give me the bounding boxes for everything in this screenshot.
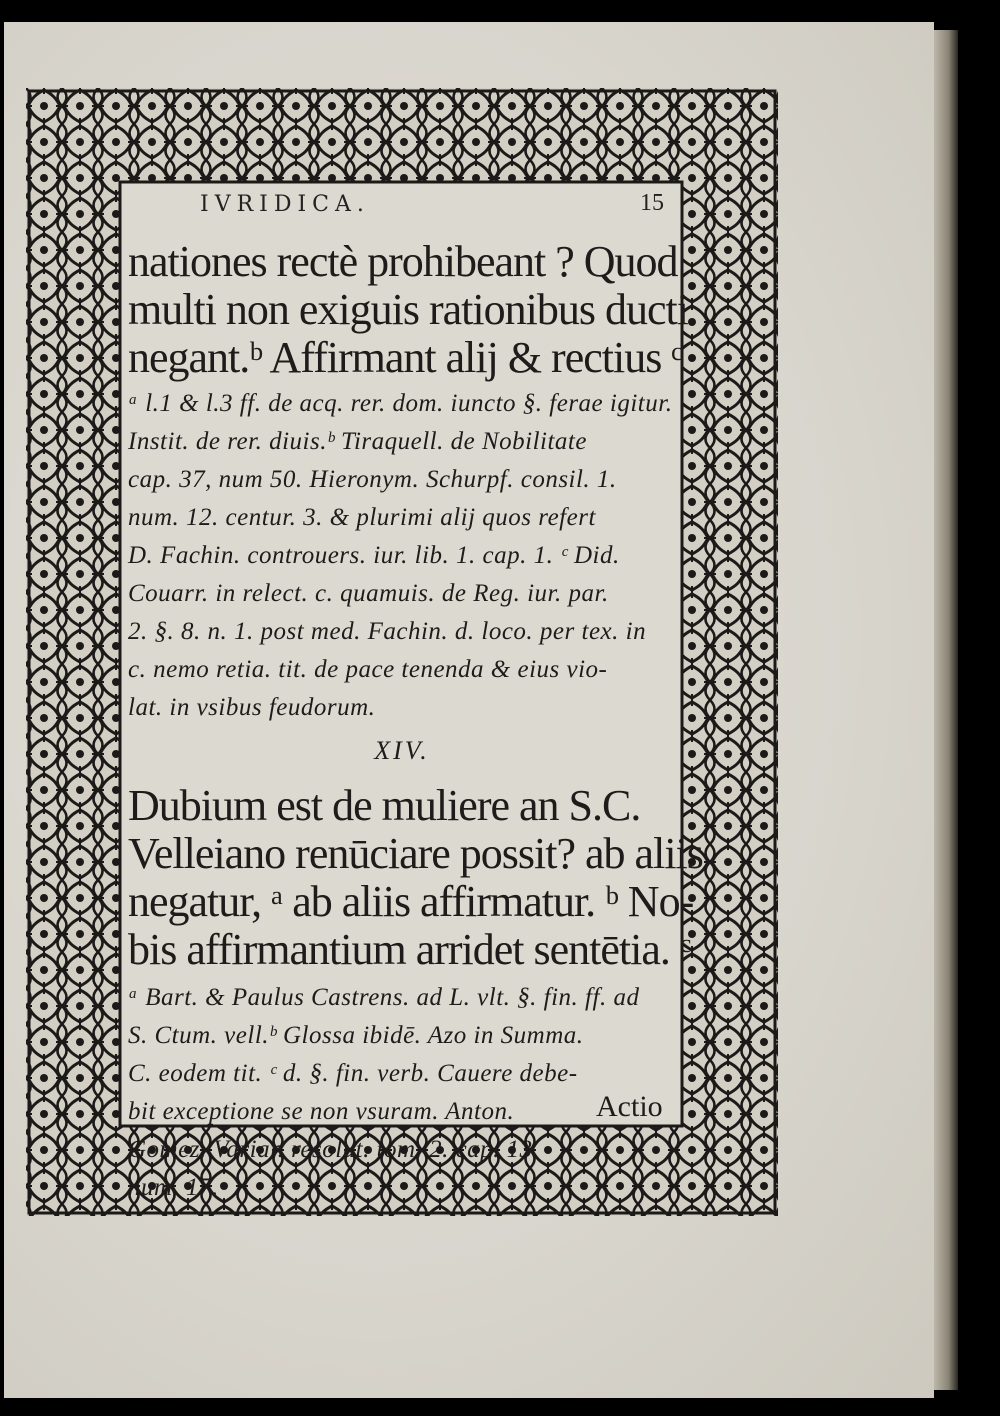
footnote-line: C. eodem tit. ᶜ d. §. fin. verb. Cauere debe- [128,1060,578,1087]
footnote-line: ᵃ Bart. & Paulus Castrens. ad L. vlt. §. fin. ff. ad [128,984,640,1011]
footnote-line: D. Fachin. controuers. iur. lib. 1. cap. 1. ᶜ Did. [128,542,620,569]
footnote-line: num. 17. [128,1174,219,1201]
footnote-line: lat. in vsibus feudorum. [128,694,376,721]
catchword: Actio [596,1090,663,1123]
text-line: bis affirmantium arridet sentētia. ᶜ [128,925,691,974]
text-line: negatur, ᵃ ab aliis affirmatur. ᵇ No- [128,877,694,926]
text-line: nationes rectè prohibeant ? Quod [128,237,678,286]
footnote-line: Instit. de rer. diuis.ᵇ Tiraquell. de Nobilitate [128,428,587,455]
footnote-line: S. Ctum. vell.ᵇ Glossa ibidē. Azo in Summa. [128,1022,584,1049]
text-line: Velleiano renūciare possit? ab aliis [128,829,703,878]
page-edge [934,30,958,1390]
running-head-title: IVRIDICA. [200,192,370,217]
footnote-line: cap. 37, num 50. Hieronym. Schurpf. consil. 1. [128,466,617,493]
footnote-line: Gomez. Variar. resolut. tom. 2. cap. 13. [128,1136,540,1163]
footnote-line: ᵃ l.1 & l.3 ff. de acq. rer. dom. iuncto §. ferae igitur. [128,390,673,417]
footnote-line: 2. §. 8. n. 1. post med. Fachin. d. loco. per tex. in [128,618,647,645]
text-line: negant.ᵇ Affirmant alij & rectius ᶜ [128,333,682,382]
footnote-line: c. nemo retia. tit. de pace tenenda & eius vio- [128,656,608,683]
footnote-line: bit exceptione se non vsuram. Anton. [128,1098,515,1125]
page-number: 15 [640,190,664,216]
text-block [128,188,703,1201]
section-number: XIV. [374,736,430,765]
footnote-line: num. 12. centur. 3. & plurimi alij quos refert [128,504,596,531]
footnote-line: Couarr. in relect. c. quamuis. de Reg. iur. par. [128,580,609,607]
text-line: multi non exiguis rationibus ducti [128,285,688,334]
text-line: Dubium est de muliere an S.C. [128,781,641,830]
